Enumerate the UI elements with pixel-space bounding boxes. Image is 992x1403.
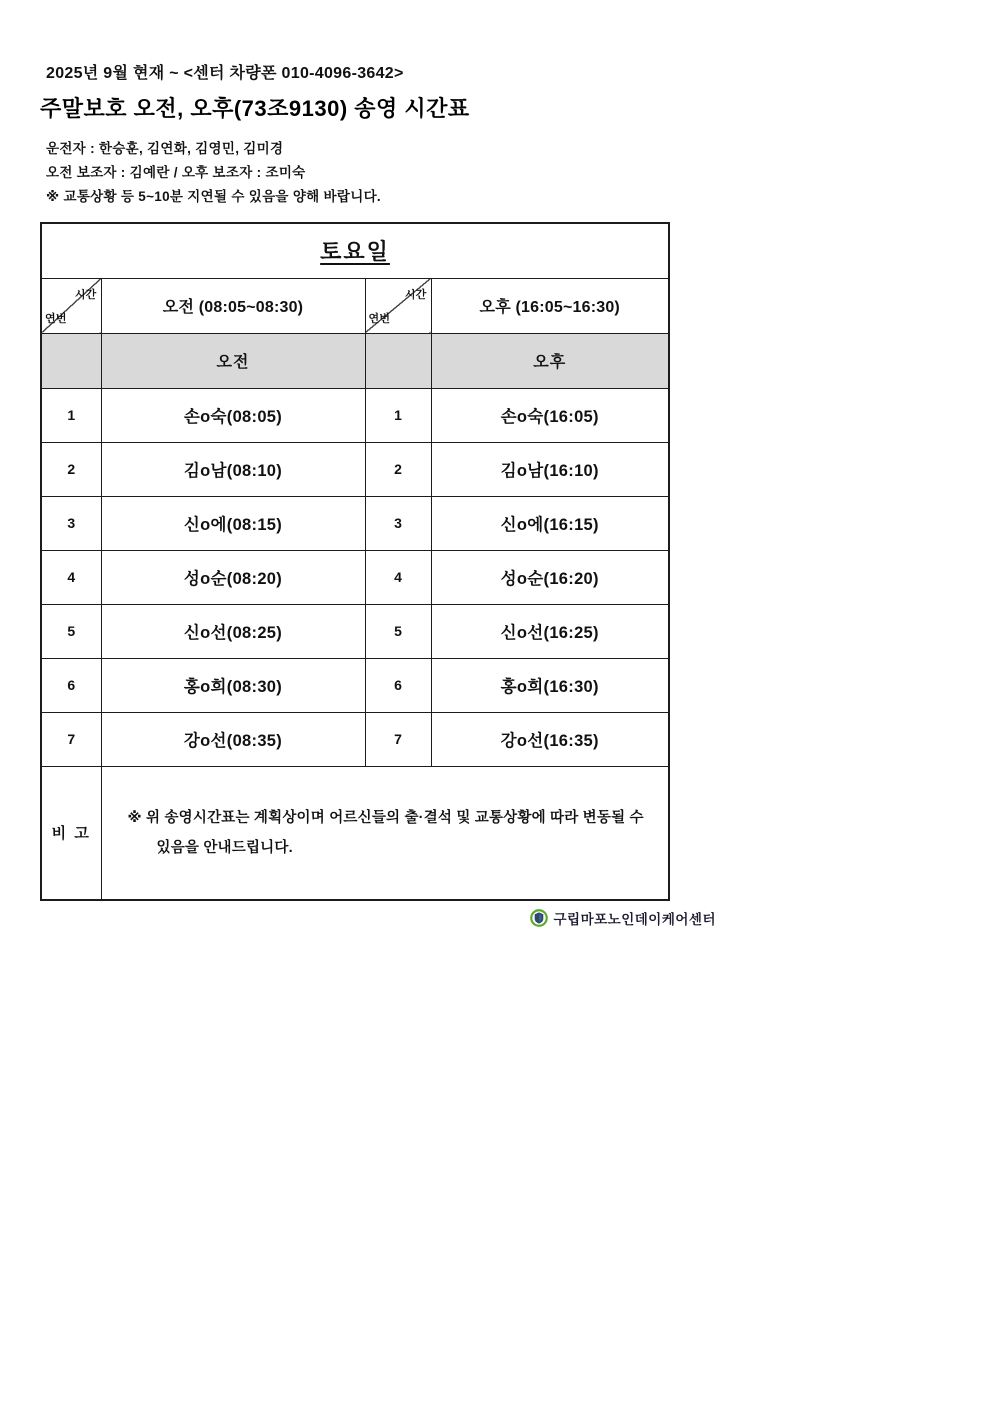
page-title: 주말보호 오전, 오후(73조9130) 송영 시간표 bbox=[40, 96, 470, 121]
table-row bbox=[41, 550, 669, 604]
row-name-morning: 성o순(08:20) bbox=[101, 550, 365, 604]
note-line-2: 있음을 안내드립니다. bbox=[156, 839, 293, 856]
row-name-morning: 손o숙(08:05) bbox=[101, 388, 365, 442]
subheader-empty-cell bbox=[365, 333, 431, 388]
corner-no-label: 연번 bbox=[368, 312, 391, 325]
center-name: 구립마포노인데이케어센터 bbox=[553, 912, 716, 927]
row-name-morning: 홍o희(08:30) bbox=[101, 658, 365, 712]
row-no-afternoon: 1 bbox=[365, 388, 431, 442]
afternoon-subheader: 오후 bbox=[431, 333, 669, 388]
row-no-morning: 7 bbox=[41, 712, 101, 766]
row-name-afternoon: 신o에(16:15) bbox=[431, 496, 669, 550]
corner-no-label: 연번 bbox=[45, 312, 67, 325]
subheader-row bbox=[41, 333, 669, 388]
day-title-cell bbox=[41, 223, 669, 278]
assistant-line: 오전 보조자 : 김예란 / 오후 보조자 : 조미숙 bbox=[46, 165, 306, 180]
row-name-morning: 신o에(08:15) bbox=[101, 496, 365, 550]
current-month-phone-line: 2025년 9월 현재 ~ <센터 차량폰 010-4096-3642> bbox=[46, 65, 404, 82]
day-title: 토요일 bbox=[320, 239, 390, 265]
row-name-afternoon: 홍o희(16:30) bbox=[431, 658, 669, 712]
table-row bbox=[41, 388, 669, 442]
morning-subheader: 오전 bbox=[101, 333, 365, 388]
corner-header-cell-afternoon bbox=[365, 278, 431, 333]
row-name-afternoon: 강o선(16:35) bbox=[431, 712, 669, 766]
note-line-1: ※ 위 송영시간표는 계획상이며 어르신들의 출·결석 및 교통상황에 따라 변동될 수 bbox=[127, 809, 644, 826]
time-header-row bbox=[41, 278, 669, 333]
note-label: 비 고 bbox=[41, 766, 101, 900]
row-name-afternoon: 성o순(16:20) bbox=[431, 550, 669, 604]
row-name-afternoon: 손o숙(16:05) bbox=[431, 388, 669, 442]
row-no-morning: 1 bbox=[41, 388, 101, 442]
afternoon-time-header: 오후 (16:05~16:30) bbox=[431, 278, 669, 333]
traffic-notice-line: ※ 교통상황 등 5~10분 지연될 수 있음을 양해 바랍니다. bbox=[46, 189, 381, 204]
row-no-morning: 6 bbox=[41, 658, 101, 712]
row-no-morning: 2 bbox=[41, 442, 101, 496]
subheader-empty-cell bbox=[41, 333, 101, 388]
footer bbox=[80, 908, 716, 928]
morning-time-header: 오전 (08:05~08:30) bbox=[101, 278, 365, 333]
row-no-afternoon: 7 bbox=[365, 712, 431, 766]
row-name-afternoon: 신o선(16:25) bbox=[431, 604, 669, 658]
corner-time-label: 시간 bbox=[74, 288, 97, 301]
row-name-morning: 신o선(08:25) bbox=[101, 604, 365, 658]
row-name-afternoon: 김o남(16:10) bbox=[431, 442, 669, 496]
table-row bbox=[41, 712, 669, 766]
corner-header-cell-morning bbox=[41, 278, 101, 333]
row-no-afternoon: 4 bbox=[365, 550, 431, 604]
note-row bbox=[41, 766, 669, 900]
note-cell bbox=[101, 766, 669, 900]
row-no-morning: 3 bbox=[41, 496, 101, 550]
row-no-afternoon: 2 bbox=[365, 442, 431, 496]
row-name-morning: 김o남(08:10) bbox=[101, 442, 365, 496]
row-no-afternoon: 3 bbox=[365, 496, 431, 550]
table-row bbox=[41, 658, 669, 712]
row-no-afternoon: 5 bbox=[365, 604, 431, 658]
document-page bbox=[0, 0, 716, 928]
table-row bbox=[41, 496, 669, 550]
driver-line: 운전자 : 한승훈, 김연화, 김영민, 김미경 bbox=[46, 141, 284, 156]
row-no-morning: 4 bbox=[41, 550, 101, 604]
schedule-table bbox=[40, 222, 670, 901]
center-logo-icon bbox=[530, 909, 548, 927]
table-row bbox=[41, 442, 669, 496]
corner-time-label: 시간 bbox=[404, 288, 427, 301]
row-no-morning: 5 bbox=[41, 604, 101, 658]
table-row bbox=[41, 604, 669, 658]
row-name-morning: 강o선(08:35) bbox=[101, 712, 365, 766]
day-title-row bbox=[41, 223, 669, 278]
meta-block bbox=[40, 137, 700, 209]
row-no-afternoon: 6 bbox=[365, 658, 431, 712]
